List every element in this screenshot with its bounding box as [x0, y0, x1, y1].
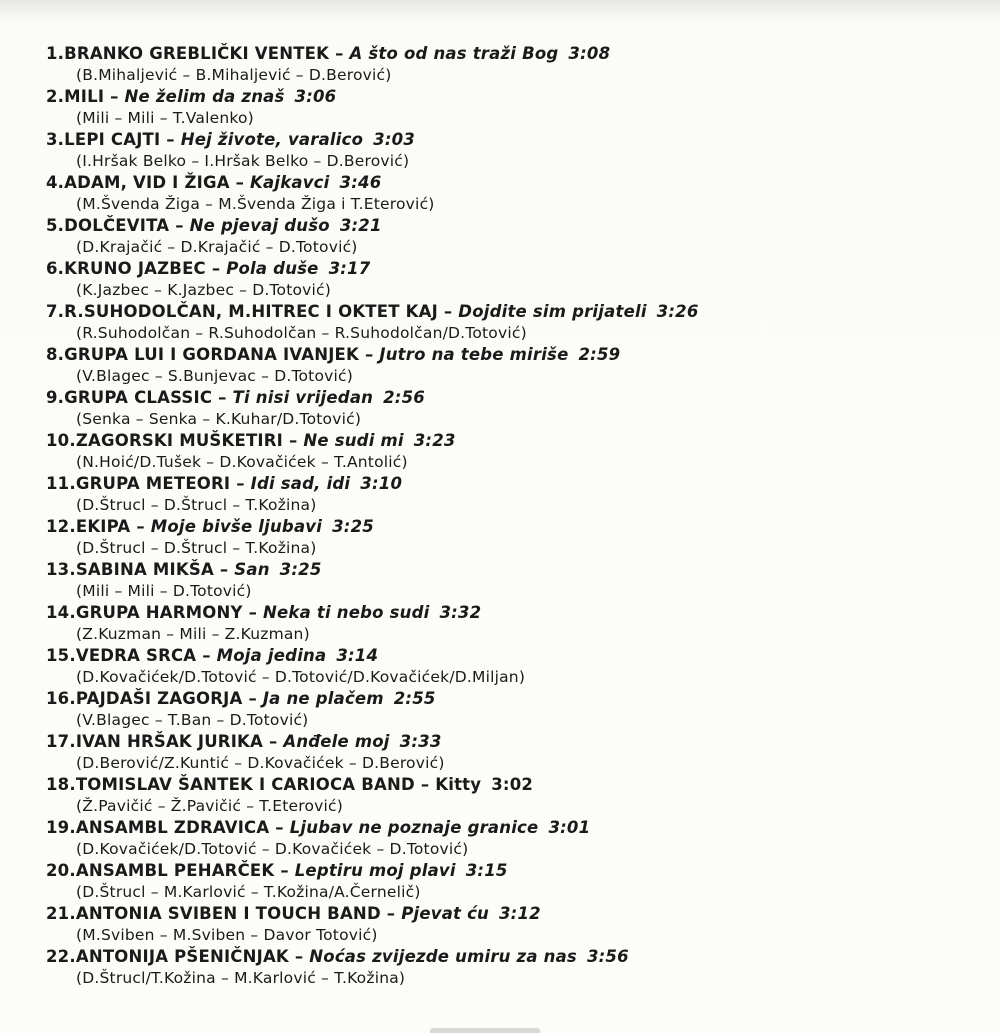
track-credits: (D.Krajačić – D.Krajačić – D.Totović) — [76, 238, 358, 256]
track-separator: – — [236, 474, 245, 493]
track-credits: (D.Štrucl – M.Karlović – T.Kožina/A.Černelič) — [76, 883, 421, 901]
track-heading — [46, 946, 629, 968]
track-duration: 3:25 — [279, 560, 322, 579]
track-heading — [46, 645, 378, 667]
track-artist: TOMISLAV ŠANTEK I CARIOCA BAND — [75, 775, 415, 794]
track-artist: BRANKO GREBLIČKI VENTEK — [64, 44, 330, 63]
track-separator: – — [288, 431, 298, 450]
track-separator: – — [211, 259, 221, 278]
track-heading — [46, 172, 381, 194]
track-credits: (Ž.Pavičić – Ž.Pavičić – T.Eterović) — [76, 797, 344, 815]
track-separator: – — [248, 603, 258, 622]
track-heading — [46, 258, 370, 280]
track-title: Anđele moj — [283, 732, 390, 751]
track-separator: – — [280, 861, 289, 880]
track-credits: (D.Kovačićek/D.Totović – D.Totović/D.Kovačićek/D.Miljan) — [76, 668, 526, 686]
track-artist: VEDRA SRCA — [75, 646, 197, 665]
track-separator: – — [386, 904, 396, 923]
track-heading — [46, 473, 402, 495]
track-number: 18. — [46, 775, 76, 794]
track-duration: 3:26 — [656, 302, 699, 321]
track-number: 7. — [46, 302, 65, 321]
track-item — [46, 43, 986, 86]
track-credits: (D.Štrucl/T.Kožina – M.Karlović – T.Kožina) — [76, 969, 406, 987]
track-credits: (V.Blagec – T.Ban – D.Totović) — [76, 711, 309, 729]
track-title: Moje bivše ljubavi — [150, 517, 323, 536]
track-item — [46, 172, 986, 215]
track-artist: GRUPA CLASSIC — [64, 388, 213, 407]
track-credits: (M.Sviben – M.Sviben – Davor Totović) — [76, 926, 378, 944]
track-number: 22. — [46, 947, 76, 966]
track-artist: ZAGORSKI MUŠKETIRI — [75, 431, 284, 450]
track-item — [46, 473, 986, 516]
track-item — [46, 387, 986, 430]
track-separator: – — [235, 173, 245, 192]
track-item — [46, 860, 986, 903]
track-title: Ne želim da znaš — [124, 87, 285, 106]
track-title: Ne sudi mi — [303, 431, 404, 450]
track-separator: – — [202, 646, 211, 665]
track-artist: ANSAMBL ZDRAVICA — [75, 818, 270, 837]
track-number: 11. — [46, 474, 76, 493]
track-title: Dojdite sim prijateli — [458, 302, 647, 321]
track-duration: 3:14 — [336, 646, 379, 665]
track-credits: (D.Štrucl – D.Štrucl – T.Kožina) — [76, 539, 317, 557]
track-number: 9. — [46, 388, 65, 407]
track-artist: GRUPA METEORI — [75, 474, 231, 493]
track-heading — [46, 731, 442, 753]
track-separator: – — [175, 216, 184, 235]
track-credits: (D.Štrucl – D.Štrucl – T.Kožina) — [76, 496, 317, 514]
track-artist: DOLČEVITA — [64, 216, 170, 235]
track-separator: – — [420, 775, 430, 794]
track-title: Leptiru moj plavi — [294, 861, 456, 880]
track-credits: (D.Berović/Z.Kuntić – D.Kovačićek – D.Berović) — [76, 754, 445, 772]
track-artist: MILI — [64, 87, 105, 106]
track-title: Ne pjevaj dušo — [189, 216, 330, 235]
track-number: 20. — [46, 861, 76, 880]
track-heading — [46, 774, 533, 796]
track-title: A što od nas traži Bog — [349, 44, 559, 63]
track-artist: ADAM, VID I ŽIGA — [64, 173, 230, 192]
track-duration: 3:08 — [568, 44, 611, 63]
track-heading — [46, 387, 425, 409]
track-heading — [46, 129, 415, 151]
track-duration: 3:03 — [373, 130, 415, 149]
track-credits: (R.Suhodolčan – R.Suhodolčan – R.Suhodolčan/D.Totović) — [76, 324, 527, 342]
track-title: Jutro na tebe miriše — [379, 345, 569, 364]
track-separator: – — [110, 87, 119, 106]
track-heading — [46, 860, 508, 882]
track-number: 1. — [46, 44, 65, 63]
track-number: 3. — [46, 130, 65, 149]
track-title: Noćas zvijezde umiru za nas — [309, 947, 577, 966]
track-heading — [46, 903, 541, 925]
track-number: 6. — [46, 259, 65, 278]
track-separator: – — [166, 130, 175, 149]
track-duration: 2:56 — [383, 388, 425, 407]
track-item — [46, 215, 986, 258]
track-item — [46, 688, 986, 731]
track-artist: ANTONIA SVIBEN I TOUCH BAND — [75, 904, 381, 923]
track-separator: – — [364, 345, 374, 364]
track-number: 8. — [46, 345, 65, 364]
track-heading — [46, 516, 374, 538]
track-item — [46, 344, 986, 387]
track-heading — [46, 817, 590, 839]
track-item — [46, 258, 986, 301]
track-credits: (B.Mihaljević – B.Mihaljević – D.Berović) — [76, 66, 392, 84]
track-number: 15. — [46, 646, 76, 665]
track-duration: 3:15 — [465, 861, 508, 880]
scan-edge-shadow — [0, 0, 1000, 18]
track-number: 2. — [46, 87, 65, 106]
track-duration: 3:23 — [413, 431, 456, 450]
track-separator: – — [268, 732, 278, 751]
track-duration: 3:25 — [332, 517, 374, 536]
track-heading — [46, 43, 610, 65]
track-item — [46, 86, 986, 129]
track-duration: 3:21 — [339, 216, 382, 235]
track-heading — [46, 86, 336, 108]
track-title: Ljubav ne poznaje granice — [289, 818, 539, 837]
track-heading — [46, 688, 436, 710]
track-item — [46, 602, 986, 645]
tracklist — [46, 43, 986, 989]
track-title: Idi sad, idi — [250, 474, 351, 493]
track-credits: (M.Švenda Žiga – M.Švenda Žiga i T.Eterović) — [76, 195, 435, 213]
track-duration: 3:12 — [499, 904, 541, 923]
track-artist: GRUPA LUI I GORDANA IVANJEK — [64, 345, 360, 364]
track-duration: 3:06 — [294, 87, 337, 106]
track-credits: (N.Hoić/D.Tušek – D.Kovačićek – T.Antolić) — [76, 453, 408, 471]
track-credits: (D.Kovačićek/D.Totović – D.Kovačićek – D.Totović) — [76, 840, 469, 858]
track-separator: – — [219, 560, 229, 579]
track-duration: 3:32 — [439, 603, 482, 622]
track-item — [46, 129, 986, 172]
track-item — [46, 559, 986, 602]
track-duration: 3:56 — [586, 947, 629, 966]
track-separator: – — [443, 302, 453, 321]
track-number: 12. — [46, 517, 76, 536]
track-separator: – — [248, 689, 257, 708]
track-item — [46, 774, 986, 817]
track-title: Pjevat ću — [401, 904, 489, 923]
track-heading — [46, 559, 322, 581]
track-duration: 2:59 — [578, 345, 621, 364]
track-separator: – — [275, 818, 284, 837]
track-credits: (Mili – Mili – T.Valenko) — [76, 109, 254, 127]
track-artist: IVAN HRŠAK JURIKA — [75, 732, 263, 751]
track-artist: ANSAMBL PEHARČEK — [75, 861, 275, 880]
track-heading — [46, 344, 620, 366]
track-heading — [46, 301, 699, 323]
track-duration: 3:02 — [491, 775, 534, 794]
track-separator: – — [136, 517, 145, 536]
track-duration: 3:33 — [399, 732, 442, 751]
track-number: 21. — [46, 904, 76, 923]
track-number: 10. — [46, 431, 76, 450]
track-title: Kajkavci — [250, 173, 330, 192]
track-credits: (Senka – Senka – K.Kuhar/D.Totović) — [76, 410, 362, 428]
track-item — [46, 946, 986, 989]
track-artist: R.SUHODOLČAN, M.HITREC I OKTET KAJ — [64, 302, 438, 321]
track-duration: 3:01 — [548, 818, 591, 837]
track-separator: – — [294, 947, 304, 966]
track-title: Hej živote, varalico — [180, 130, 364, 149]
track-artist: PAJDAŠI ZAGORJA — [75, 689, 243, 708]
track-artist: GRUPA HARMONY — [75, 603, 243, 622]
track-artist: EKIPA — [75, 517, 131, 536]
track-item — [46, 516, 986, 559]
track-item — [46, 817, 986, 860]
track-heading — [46, 602, 481, 624]
track-duration: 3:17 — [328, 259, 371, 278]
track-credits: (K.Jazbec – K.Jazbec – D.Totović) — [76, 281, 332, 299]
track-credits: (Mili – Mili – D.Totović) — [76, 582, 252, 600]
track-credits: (Z.Kuzman – Mili – Z.Kuzman) — [76, 625, 310, 643]
track-item — [46, 903, 986, 946]
track-credits: (I.Hršak Belko – I.Hršak Belko – D.Berović) — [76, 152, 410, 170]
track-number: 13. — [46, 560, 76, 579]
track-heading — [46, 215, 382, 237]
track-artist: ANTONIJA PŠENIČNJAK — [75, 947, 289, 966]
track-title: Kitty — [435, 775, 482, 794]
track-number: 16. — [46, 689, 76, 708]
scan-bottom-mark — [430, 1028, 540, 1033]
track-number: 14. — [46, 603, 76, 622]
track-number: 5. — [46, 216, 65, 235]
track-duration: 3:10 — [360, 474, 403, 493]
track-separator: – — [335, 44, 344, 63]
track-item — [46, 430, 986, 473]
track-credits: (V.Blagec – S.Bunjevac – D.Totović) — [76, 367, 353, 385]
track-duration: 2:55 — [393, 689, 436, 708]
track-item — [46, 731, 986, 774]
track-artist: SABINA MIKŠA — [75, 560, 214, 579]
track-item — [46, 301, 986, 344]
track-duration: 3:46 — [339, 173, 382, 192]
track-number: 4. — [46, 173, 65, 192]
track-title: San — [234, 560, 270, 579]
track-number: 19. — [46, 818, 76, 837]
track-item — [46, 645, 986, 688]
track-artist: LEPI CAJTI — [64, 130, 161, 149]
track-title: Pola duše — [226, 259, 319, 278]
track-title: Ti nisi vrijedan — [232, 388, 374, 407]
track-title: Ja ne plačem — [262, 689, 384, 708]
track-title: Neka ti nebo sudi — [263, 603, 430, 622]
track-separator: – — [218, 388, 227, 407]
track-heading — [46, 430, 456, 452]
track-title: Moja jedina — [216, 646, 327, 665]
track-number: 17. — [46, 732, 76, 751]
track-artist: KRUNO JAZBEC — [64, 259, 206, 278]
